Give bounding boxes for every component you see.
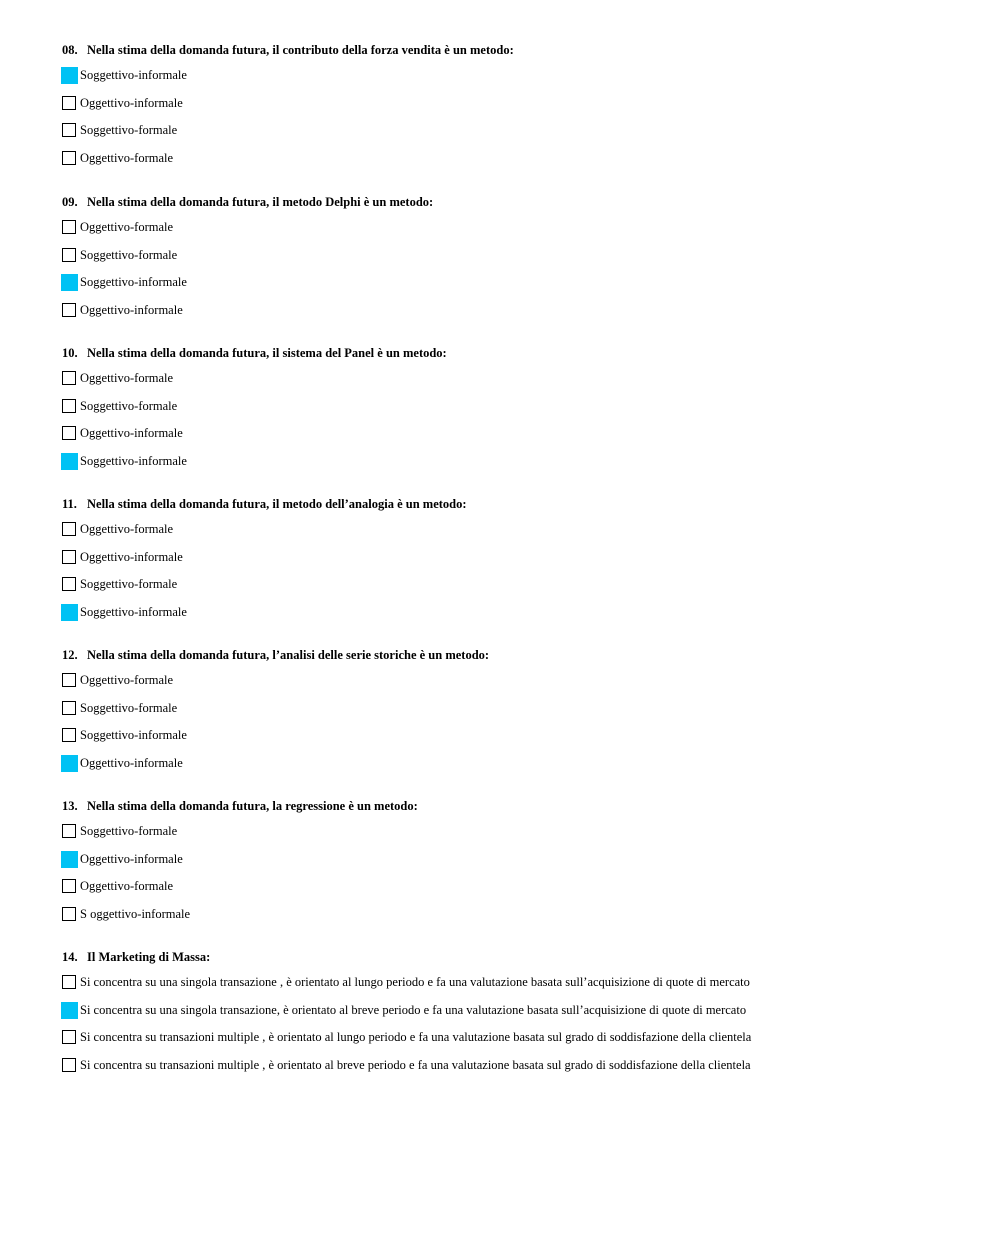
- option-label: Oggettivo-informale: [80, 95, 183, 110]
- checkbox[interactable]: [62, 824, 76, 838]
- option-label: Oggettivo-informale: [80, 302, 183, 317]
- checkbox[interactable]: [62, 123, 76, 137]
- checkbox[interactable]: [62, 151, 76, 165]
- question-12: [62, 647, 962, 783]
- checkbox[interactable]: [62, 975, 76, 989]
- option-label: Soggettivo-formale: [80, 824, 178, 838]
- answer-option[interactable]: [62, 701, 962, 729]
- answer-option[interactable]: [62, 303, 962, 331]
- answer-option[interactable]: [62, 275, 962, 303]
- answer-option[interactable]: [62, 371, 962, 399]
- question-10: [62, 345, 962, 481]
- question-text: Nella stima della domanda futura, il contributo della forza vendita è un metodo:: [87, 43, 514, 57]
- checkbox[interactable]: [62, 399, 76, 413]
- answer-option[interactable]: [62, 454, 962, 482]
- answer-options: [62, 68, 962, 178]
- question-text: Nella stima della domanda futura, il metodo Delphi è un metodo:: [87, 195, 434, 209]
- option-label: Oggettivo-informale: [80, 426, 183, 441]
- answer-option[interactable]: [62, 220, 962, 248]
- option-label: Soggettivo-informale: [80, 728, 187, 743]
- answer-option[interactable]: [62, 605, 962, 633]
- checkbox-checked[interactable]: [61, 453, 78, 470]
- checkbox-checked[interactable]: [61, 604, 78, 621]
- checkbox[interactable]: [62, 303, 76, 317]
- answer-options: [62, 371, 962, 481]
- answer-options: [62, 975, 962, 1085]
- checkbox-checked[interactable]: [61, 67, 78, 84]
- question-title: [62, 798, 962, 814]
- checkbox[interactable]: [62, 96, 76, 110]
- question-text: Nella stima della domanda futura, il metodo dell’analogia è un metodo:: [87, 497, 467, 511]
- question-text: Nella stima della domanda futura, la regressione è un metodo:: [87, 799, 418, 813]
- question-14: [62, 949, 962, 1085]
- checkbox[interactable]: [62, 371, 76, 385]
- question-title: [62, 949, 962, 965]
- option-label: Oggettivo-informale: [80, 549, 183, 564]
- option-label: Si concentra su una singola transazione, è orientato al breve periodo e fa una valutazione basata sull’acquisizione di quote di mercato: [80, 1002, 747, 1017]
- answer-option[interactable]: [62, 824, 962, 852]
- question-title: [62, 647, 962, 663]
- option-label: Oggettivo-formale: [80, 879, 174, 894]
- answer-option[interactable]: [62, 399, 962, 427]
- question-text: Nella stima della domanda futura, il sistema del Panel è un metodo:: [87, 346, 447, 360]
- question-09: [62, 194, 962, 330]
- question-number: 08.: [62, 43, 78, 57]
- option-label: Soggettivo-informale: [80, 604, 187, 619]
- question-text: Il Marketing di Massa:: [87, 950, 211, 964]
- answer-option[interactable]: [62, 96, 962, 124]
- answer-option[interactable]: [62, 852, 962, 880]
- answer-option[interactable]: [62, 522, 962, 550]
- option-label: Oggettivo-formale: [80, 673, 174, 687]
- answer-option[interactable]: [62, 1030, 962, 1058]
- option-label: Si concentra su transazioni multiple , è orientato al lungo periodo e fa una valutazione basata sul grado di soddisfazione della clientela: [80, 1030, 752, 1045]
- checkbox[interactable]: [62, 550, 76, 564]
- answer-option[interactable]: [62, 248, 962, 276]
- option-label: Soggettivo-formale: [80, 700, 178, 715]
- answer-option[interactable]: [62, 1058, 962, 1086]
- option-label: Soggettivo-informale: [80, 68, 187, 82]
- answer-option[interactable]: [62, 975, 962, 1003]
- option-label: Oggettivo-formale: [80, 220, 174, 234]
- checkbox[interactable]: [62, 426, 76, 440]
- option-label: Soggettivo-formale: [80, 123, 178, 138]
- question-11: [62, 496, 962, 632]
- checkbox[interactable]: [62, 577, 76, 591]
- question-text: Nella stima della domanda futura, l’analisi delle serie storiche è un metodo:: [87, 648, 490, 662]
- checkbox-checked[interactable]: [61, 1002, 78, 1019]
- answer-option[interactable]: [62, 426, 962, 454]
- question-number: 14.: [62, 950, 78, 964]
- question-title: [62, 345, 962, 361]
- checkbox[interactable]: [62, 879, 76, 893]
- checkbox[interactable]: [62, 673, 76, 687]
- checkbox[interactable]: [62, 1030, 76, 1044]
- option-label: Soggettivo-formale: [80, 247, 178, 262]
- question-title: [62, 42, 962, 58]
- question-number: 09.: [62, 195, 78, 209]
- checkbox-checked[interactable]: [61, 755, 78, 772]
- question-13: [62, 798, 962, 934]
- answer-option[interactable]: [62, 1003, 962, 1031]
- option-label: Soggettivo-informale: [80, 275, 187, 290]
- checkbox[interactable]: [62, 1058, 76, 1072]
- option-label: Soggettivo-informale: [80, 453, 187, 468]
- checkbox[interactable]: [62, 907, 76, 921]
- answer-option[interactable]: [62, 756, 962, 784]
- question-title: [62, 194, 962, 210]
- option-label: Oggettivo-formale: [80, 371, 174, 385]
- option-label: Oggettivo-formale: [80, 150, 174, 165]
- option-label: Soggettivo-formale: [80, 398, 178, 413]
- question-08: [62, 42, 962, 178]
- answer-option[interactable]: [62, 151, 962, 179]
- checkbox-checked[interactable]: [61, 851, 78, 868]
- question-number: 11.: [62, 497, 77, 511]
- question-number: 10.: [62, 346, 78, 360]
- option-label: Soggettivo-formale: [80, 577, 178, 592]
- checkbox[interactable]: [62, 701, 76, 715]
- checkbox-checked[interactable]: [61, 274, 78, 291]
- answer-option[interactable]: [62, 577, 962, 605]
- option-label: Si concentra su transazioni multiple , è orientato al breve periodo e fa una valutazione basata sul grado di soddisfazione della clientela: [80, 1057, 751, 1072]
- option-label: Oggettivo-formale: [80, 522, 174, 536]
- checkbox[interactable]: [62, 522, 76, 536]
- answer-options: [62, 522, 962, 632]
- option-label: Oggettivo-informale: [80, 755, 183, 770]
- option-label: Oggettivo-informale: [80, 851, 183, 866]
- option-label: Si concentra su una singola transazione , è orientato al lungo periodo e fa una valutazione basata sull’acquisizione di quote di mercato: [80, 975, 750, 989]
- answer-option[interactable]: [62, 728, 962, 756]
- answer-options: [62, 220, 962, 330]
- answer-option[interactable]: [62, 879, 962, 907]
- checkbox[interactable]: [62, 248, 76, 262]
- question-title: [62, 496, 962, 512]
- answer-option[interactable]: [62, 550, 962, 578]
- checkbox[interactable]: [62, 220, 76, 234]
- answer-option[interactable]: [62, 68, 962, 96]
- answer-option[interactable]: [62, 123, 962, 151]
- question-number: 12.: [62, 648, 78, 662]
- answer-options: [62, 673, 962, 783]
- checkbox[interactable]: [62, 728, 76, 742]
- answer-option[interactable]: [62, 673, 962, 701]
- answer-option[interactable]: [62, 907, 962, 935]
- option-label: S oggettivo-informale: [80, 906, 191, 921]
- question-number: 13.: [62, 799, 78, 813]
- answer-options: [62, 824, 962, 934]
